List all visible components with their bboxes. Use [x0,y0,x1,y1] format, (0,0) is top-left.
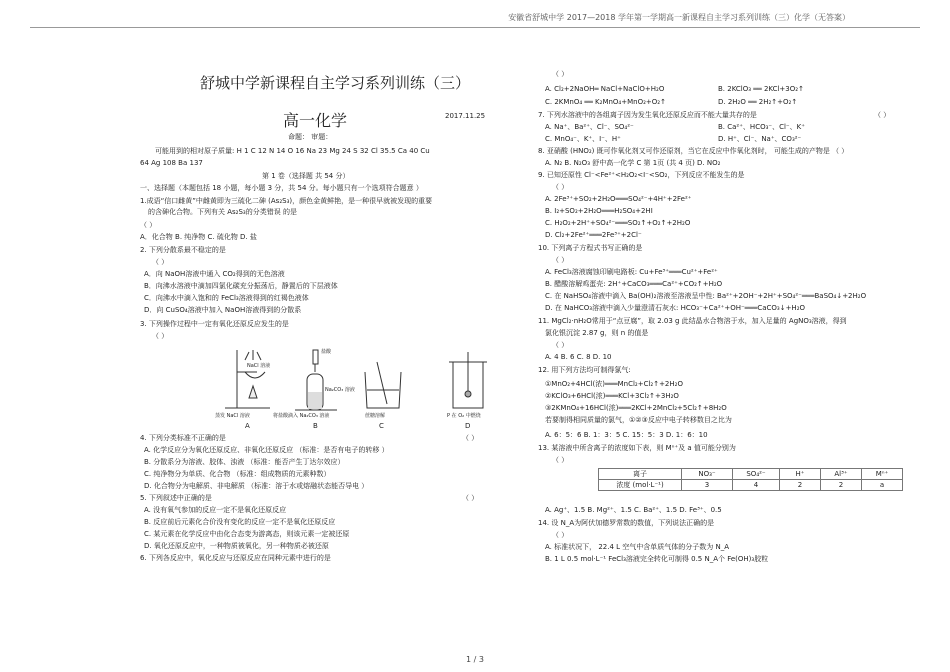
question-8-options: A. N₂ B. N₂O₃ 舒中高一化学 C 第 1页 (共 4 页) D. NO₂ [545,159,721,167]
question-4-option-b: B. 分散系分为溶液、胶体、浊液 （标准：能否产生丁达尔效应） [144,458,345,466]
question-5-option-b: B. 反应前后元素化合价没有变化的反应一定不是氧化还原反应 [144,518,336,526]
combustion-apparatus [449,352,487,408]
authors: 命题： 审题： [288,133,333,141]
question-9-paren: （ ） [552,183,569,191]
test-tube-apparatus [295,350,337,410]
question-7-paren: （ ） [874,111,891,119]
apparatus-label-na2co3: Na₂CO₃ 溶液 [325,387,355,393]
question-2-option-b: B．向沸水溶液中滴加四氯化碳充分振荡后，静置后的下层液体 [144,282,338,290]
evaporation-apparatus [225,350,270,408]
question-11-options: A. 4 B. 6 C. 8 D. 10 [545,353,612,361]
question-13-stem: 13. 某溶液中所含离子的浓度如下表，则 Mⁿ⁺及 a 值可能分别为 [538,444,736,452]
table-cell: Mⁿ⁺ [862,469,903,480]
table-cell: 2 [780,480,821,491]
question-10-option-d: D. 在 NaHCO₃溶液中滴入少量澄清石灰水: HCO₃⁻+Ca²⁺+OH⁻═══CaCO₃↓+H₂O [545,304,806,312]
question-2-option-c: C．向沸水中滴入饱和的 FeCl₃溶液得到的红褐色液体 [144,294,309,302]
question-2-paren: （ ） [152,258,169,266]
table-cell: a [862,480,903,491]
table-row [599,469,903,480]
question-12-options: A. 6：5：6 B. 1：3：5 C. 15：5：3 D. 1：6：10 [545,431,708,439]
question-2-option-a: A．向 NaOH溶液中通入 CO₂得到的无色溶液 [144,270,285,278]
question-6-option-b: B. 2KClO₃ ══ 2KCl+3O₂↑ [718,85,804,93]
atomic-mass-line1: 可能用到的相对原子质量: H 1 C 12 N 14 O 16 Na 23 Mg 24 S 32 Cl 35.5 Ca 40 Cu [155,147,430,155]
letter-d: D [465,422,471,430]
question-2-stem: 2. 下列分散系最不稳定的是 [140,246,226,254]
question-10-option-b: B. 醋酸溶解鸡蛋壳: 2H⁺+CaCO₃═══Ca²⁺+CO₂↑+H₂O [545,280,723,288]
table-cell: 浓度 (mol·L⁻¹) [599,480,682,491]
page-header: 安徽省舒城中学 2017—2018 学年第一学期高一新课程自主学习系列训练（三）化学（无答案） [508,13,850,22]
caption-d: P 在 O₂ 中燃烧 [447,413,481,419]
question-7-option-a: A. Na⁺、Ba²⁺、Cl⁻、SO₄²⁻ [545,123,634,131]
question-14-option-a: A. 标准状况下， 22.4 L 空气中含单质气体的分子数为 N_A [545,543,730,551]
question-3-stem: 3. 下列操作过程中一定有氧化还原反应发生的是 [140,320,289,328]
question-5-option-a: A. 没有氧气参加的反应一定不是氧化还原反应 [144,506,287,514]
ion-concentration-table [598,468,903,491]
question-5-stem: 5. 下列叙述中正确的是 [140,494,212,502]
question-1-paren: （ ） [140,221,157,229]
table-row [599,480,903,491]
page-number: 1 / 3 [466,655,484,664]
question-6-option-c: C. 2KMnO₄ ══ K₂MnO₄+MnO₂+O₂↑ [545,98,666,106]
question-4-paren: （ ） [462,434,479,442]
letter-a: A [245,422,250,430]
question-9-option-c: C. H₂O₂+2H⁺+SO₄²⁻═══SO₂↑+O₂↑+2H₂O [545,219,691,227]
question-4-option-d: D. 化合物分为电解质、非电解质 （标准：溶于水或熔融状态能否导电 ） [144,482,369,490]
question-12-ask: 若要制得相同质量的氯气，①②③反应中电子转移数目之比为 [545,416,732,424]
part-heading: 第 1 卷（选择题 共 54 分） [262,172,350,180]
question-1-line1: 1.成语“信口雌黄”中雌黄即为三硫化二砷 (As₂S₃)，颜色金黄鲜艳，是一种很早就被发现的重要 [140,197,433,205]
question-5-option-d: D. 氧化还原反应中，一种物质被氧化，另一种物质必被还原 [144,542,329,550]
letter-b: B [313,422,318,430]
exam-date: 2017.11.25 [445,112,486,120]
caption-a: 蒸发 NaCl 溶液 [215,413,250,419]
question-12-stem: 12. 用下列方法均可制得氯气: [538,366,631,374]
question-11-line2: 氯化银沉淀 2.87 g，则 n 的值是 [545,329,649,337]
header-rule [30,27,920,28]
question-4-option-a: A. 化学反应分为氧化还原反应、非氧化还原反应 （标准：是否有电子的转移 ） [144,446,389,454]
question-12-eq1: ①MnO₂+4HCl(浓)═══MnCl₂+Cl₂↑+2H₂O [545,380,683,388]
question-8-stem: 8. 亚硝酸 (HNO₂) 既可作氧化剂又可作还原剂，当它在反应中作氧化剂时， 可能生成的产物是 （ ） [538,147,849,155]
question-9-option-d: D. Cl₂+2Fe²⁺═══2Fe³⁺+2Cl⁻ [545,231,642,239]
question-13-options: A. Ag⁺、1.5 B. Mg²⁺、1.5 C. Ba²⁺、1.5 D. Fe³⁺、0.5 [545,506,722,514]
table-cell: SO₄²⁻ [733,469,780,480]
caption-b: 将盐酸滴入 Na₂CO₃ 溶液 [273,413,330,419]
question-7-option-d: D. H⁺、Cl⁻、Na⁺、CO₃²⁻ [718,135,802,143]
question-10-option-a: A. FeCl₃溶液腐蚀印刷电路板: Cu+Fe³⁺═══Cu²⁺+Fe²⁺ [545,268,718,276]
question-3-paren: （ ） [152,332,169,340]
question-5-option-c: C. 某元素在化学反应中由化合态变为游离态，则该元素一定被还原 [144,530,350,538]
question-7-option-c: C. MnO₄⁻、K⁺、I⁻、H⁺ [545,135,621,143]
question-14-stem: 14. 设 N_A为阿伏加德罗常数的数值，下列说法正确的是 [538,519,715,527]
question-4-stem: 4. 下列分类标准不正确的是 [140,434,226,442]
caption-c: 蔗糖溶解 [365,413,386,419]
question-9-option-a: A. 2Fe³⁺+SO₂+2H₂O═══SO₄²⁻+4H⁺+2Fe²⁺ [545,195,692,203]
question-10-option-c: C. 在 NaHSO₄溶液中滴入 Ba(OH)₂溶液至溶液呈中性: Ba²⁺+2OH⁻+2H⁺+SO₄²⁻═══BaSO₄↓+2H₂O [545,292,867,300]
question-4-option-c: C. 纯净物分为单质、化合物 （标准：组成物质的元素种数） [144,470,331,478]
section-heading: 一、选择题（本题包括 18 小题，每小题 3 分，共 54 分。每小题只有一个选项符合题意 ） [140,184,423,192]
question-1-line2: 的含砷化合物。下列有关 As₂S₃的分类错误 的是 [148,208,297,216]
question-7-stem: 7. 下列水溶液中的各组离子因为发生氧化还原反应而不能大量共存的是 [538,111,757,119]
question-10-paren: （ ） [552,256,569,264]
question-12-eq3: ③2KMnO₄+16HCl(浓)═══2KCl+2MnCl₂+5Cl₂↑+8H₂O [545,404,727,412]
question-1-options: A．化合物 B. 纯净物 C. 硫化物 D. 盐 [140,233,257,241]
question-14-option-b: B. 1 L 0.5 mol·L⁻¹ FeCl₃溶液完全转化可制得 0.5 N_A个 Fe(OH)₃胶粒 [545,555,769,563]
beaker-apparatus [365,362,401,408]
table-cell: 3 [682,480,733,491]
question-13-paren: （ ） [552,456,569,464]
apparatus-figure [215,342,515,432]
table-cell: NO₃⁻ [682,469,733,480]
subject-title: 高一化学 [283,111,348,130]
letter-c: C [379,422,384,430]
question-10-stem: 10. 下列离子方程式书写正确的是 [538,244,643,252]
question-14-paren: （ ） [552,531,569,539]
question-2-option-d: D．向 CuSO₄溶液中加入 NaOH溶液得到的分散系 [144,306,302,314]
table-cell: 4 [733,480,780,491]
apparatus-label-hcl: 盐酸 [321,349,332,355]
question-7-option-b: B. Ca²⁺、HCO₃⁻、Cl⁻、K⁺ [718,123,805,131]
table-cell: 2 [821,480,862,491]
question-9-stem: 9. 已知还原性 Cl⁻<Fe²⁺<H₂O₂<I⁻<SO₂，下列反应不能发生的是 [538,171,745,179]
question-6-stem: 6. 下列各反应中，氧化反应与还原反应在同种元素中进行的是 [140,554,331,562]
question-6-paren: （ ） [552,70,569,78]
table-cell: 离子 [599,469,682,480]
table-cell: H⁺ [780,469,821,480]
question-12-eq2: ②KClO₃+6HCl(浓)═══KCl+3Cl₂↑+3H₂O [545,392,679,400]
apparatus-label-nacl: NaCl 溶液 [247,363,271,369]
question-11-paren: （ ） [552,341,569,349]
question-6-option-d: D. 2H₂O ══ 2H₂↑+O₂↑ [718,98,798,106]
question-11-line1: 11. MgCl₂·nH₂O常用于“点豆腐”，取 2.03 g 此结晶水合物溶于水，加入足量的 AgNO₃溶液，得到 [538,317,847,325]
question-9-option-b: B. I₂+SO₂+2H₂O═══H₂SO₄+2HI [545,207,653,215]
atomic-mass-line2: 64 Ag 108 Ba 137 [140,159,203,167]
question-5-paren: （ ） [462,494,479,502]
paper-title: 舒城中学新课程自主学习系列训练（三） [200,74,471,92]
table-cell: Al³⁺ [821,469,862,480]
question-6-option-a: A. Cl₂+2NaOH═ NaCl+NaClO+H₂O [545,85,665,93]
